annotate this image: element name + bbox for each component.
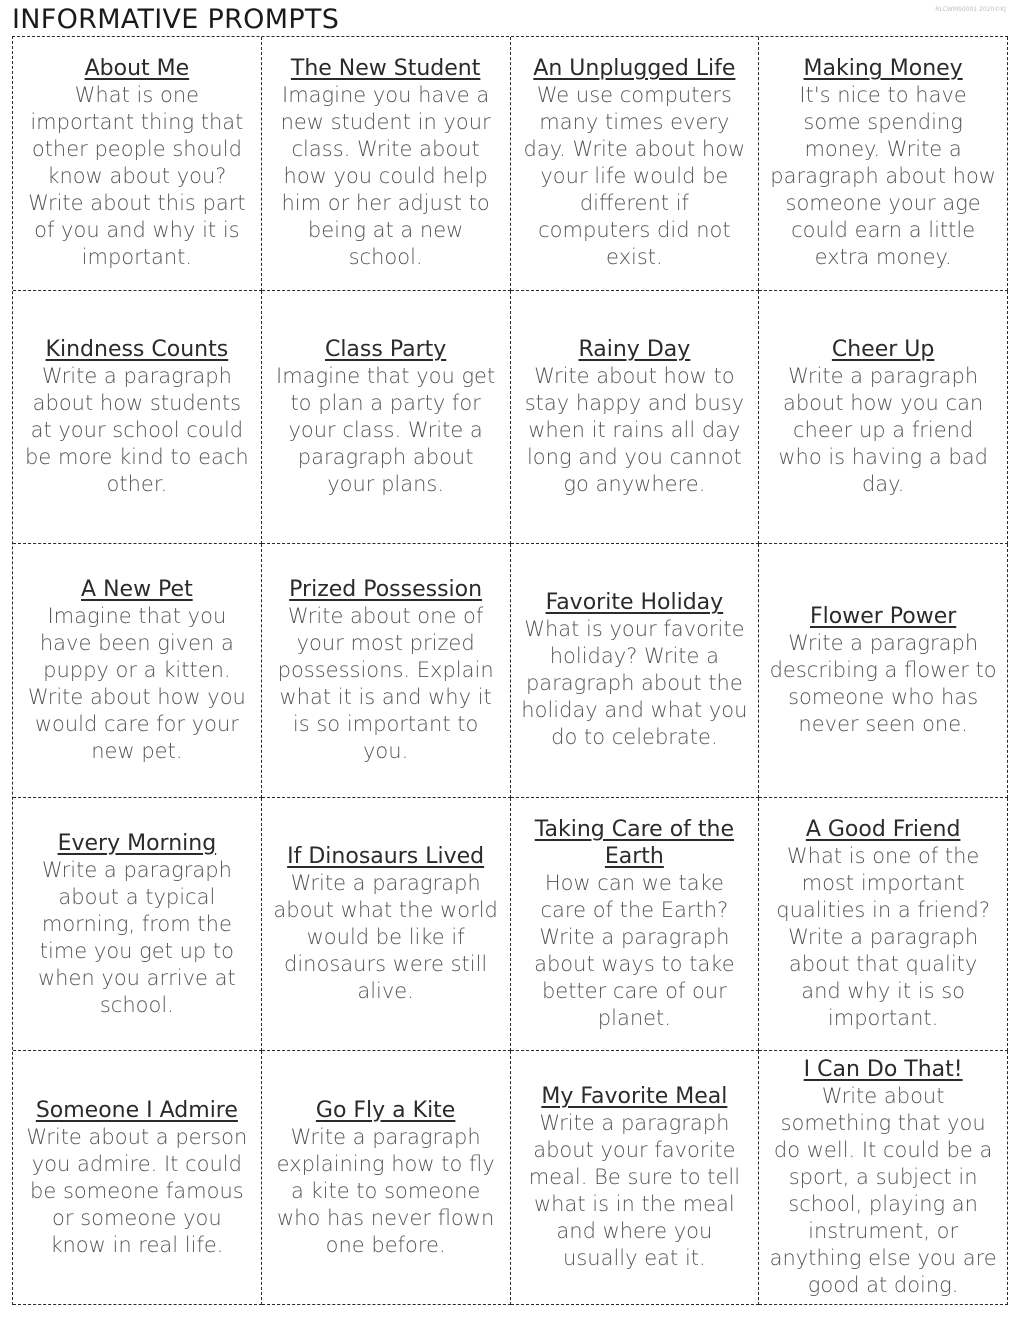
prompt-card — [511, 1051, 760, 1305]
prompt-card-title: A Good Friend — [805, 817, 961, 843]
prompt-card-text: Write a paragraph about your favorite meal. Be sure to tell what is in the meal and where you usually eat it. — [528, 1111, 741, 1271]
prompt-card — [759, 798, 1008, 1052]
prompt-card — [13, 544, 262, 798]
prompt-card-title: Kindness Counts — [45, 336, 229, 362]
prompt-card-title: I Can Do That! — [803, 1057, 963, 1083]
prompt-card-text: What is one important thing that other people should know about you? Write about this part of you and why it is important. — [28, 83, 246, 270]
prompt-card — [511, 798, 760, 1052]
prompt-card-text: Imagine that you get to plan a party for your class. Write a paragraph about your plans. — [276, 363, 496, 496]
prompt-card-text: We use computers many times every day. Write about how your life would be different if computers did not exist. — [523, 83, 746, 270]
prompt-card-title: Making Money — [803, 56, 963, 82]
prompt-card-text: Write about a person you admire. It could be someone famous or someone you know in real life. — [26, 1124, 248, 1257]
prompt-card-text: Write a paragraph about a typical morning, from the time you get up to when you arrive at school. — [38, 857, 236, 1017]
prompt-card-title: About Me — [84, 56, 190, 82]
prompt-card-title: Cheer Up — [831, 336, 935, 362]
prompt-card — [262, 1051, 511, 1305]
prompt-card-text: Imagine that you have been given a puppy or a kitten. Write about how you would care for your new pet. — [27, 603, 246, 763]
prompt-card-grid — [12, 36, 1008, 1305]
prompt-card — [262, 37, 511, 291]
prompt-card-text: Write about one of your most prized possessions. Explain what it is and why it is so important to you. — [277, 603, 494, 763]
prompt-card-text: What is your favorite holiday? Write a paragraph about the holiday and what you do to celebrate. — [521, 617, 748, 750]
prompt-card — [262, 544, 511, 798]
prompt-card-title: Taking Care of the Earth — [534, 817, 735, 870]
prompt-card-text: Write a paragraph explaining how to fly a kite to someone who has never flown one before. — [276, 1124, 495, 1257]
prompt-card-text: It's nice to have some spending money. Write a paragraph about how someone your age could earn a little extra money. — [770, 83, 996, 270]
prompt-card-title: Favorite Holiday — [545, 590, 724, 616]
prompt-card-text: How can we take care of the Earth? Write a paragraph about ways to take better care of our planet. — [534, 871, 735, 1031]
prompt-card-title: Flower Power — [809, 603, 957, 629]
prompt-card-title: My Favorite Meal — [541, 1084, 728, 1110]
prompt-card-title: A New Pet — [81, 576, 193, 602]
prompt-card — [13, 291, 262, 545]
prompt-card-text: What is one of the most important qualities in a friend? Write a paragraph about that quality and why it is so important. — [776, 844, 990, 1031]
prompt-card — [13, 1051, 262, 1305]
page-title: INFORMATIVE PROMPTS — [12, 4, 340, 35]
prompt-card-title: Prized Possession — [289, 576, 483, 602]
prompt-card-title: Rainy Day — [578, 336, 691, 362]
prompt-card — [262, 291, 511, 545]
prompt-card-text: Write a paragraph about how students at your school could be more kind to each other. — [25, 363, 249, 496]
prompt-card-text: Write a paragraph about how you can cheer up a friend who is having a bad day. — [778, 363, 988, 496]
prompt-card — [511, 37, 760, 291]
copyright-notice: RLCWMS0001 2020©KJ — [935, 6, 1006, 13]
prompt-card — [511, 544, 760, 798]
prompt-card-title: If Dinosaurs Lived — [287, 844, 485, 870]
prompt-card — [511, 291, 760, 545]
prompt-card-title: Class Party — [324, 336, 447, 362]
prompt-card — [759, 37, 1008, 291]
prompt-card-title: Every Morning — [57, 830, 217, 856]
prompt-card — [759, 1051, 1008, 1305]
prompt-card-title: Go Fly a Kite — [315, 1097, 456, 1123]
prompt-card — [759, 544, 1008, 798]
prompt-card-title: The New Student — [290, 56, 481, 82]
prompt-card-text: Write about how to stay happy and busy when it rains all day long and you cannot go anywhere. — [524, 363, 745, 496]
prompt-card-title: An Unplugged Life — [533, 56, 736, 82]
prompt-card-text: Write a paragraph about what the world would be like if dinosaurs were still alive. — [273, 871, 498, 1004]
prompt-card-title: Someone I Admire — [35, 1097, 238, 1123]
prompt-card-text: Imagine you have a new student in your class. Write about how you could help him or her adjust to being at a new school. — [280, 83, 491, 270]
prompt-card-text: Write a paragraph describing a flower to someone who has never seen one. — [769, 630, 997, 736]
prompt-card-text: Write about something that you do well. It could be a sport, a subject in school, playing an instrument, or anything else you are good at doing. — [769, 1084, 997, 1298]
prompt-card — [13, 37, 262, 291]
prompt-card — [262, 798, 511, 1052]
prompt-card — [759, 291, 1008, 545]
prompt-card — [13, 798, 262, 1052]
